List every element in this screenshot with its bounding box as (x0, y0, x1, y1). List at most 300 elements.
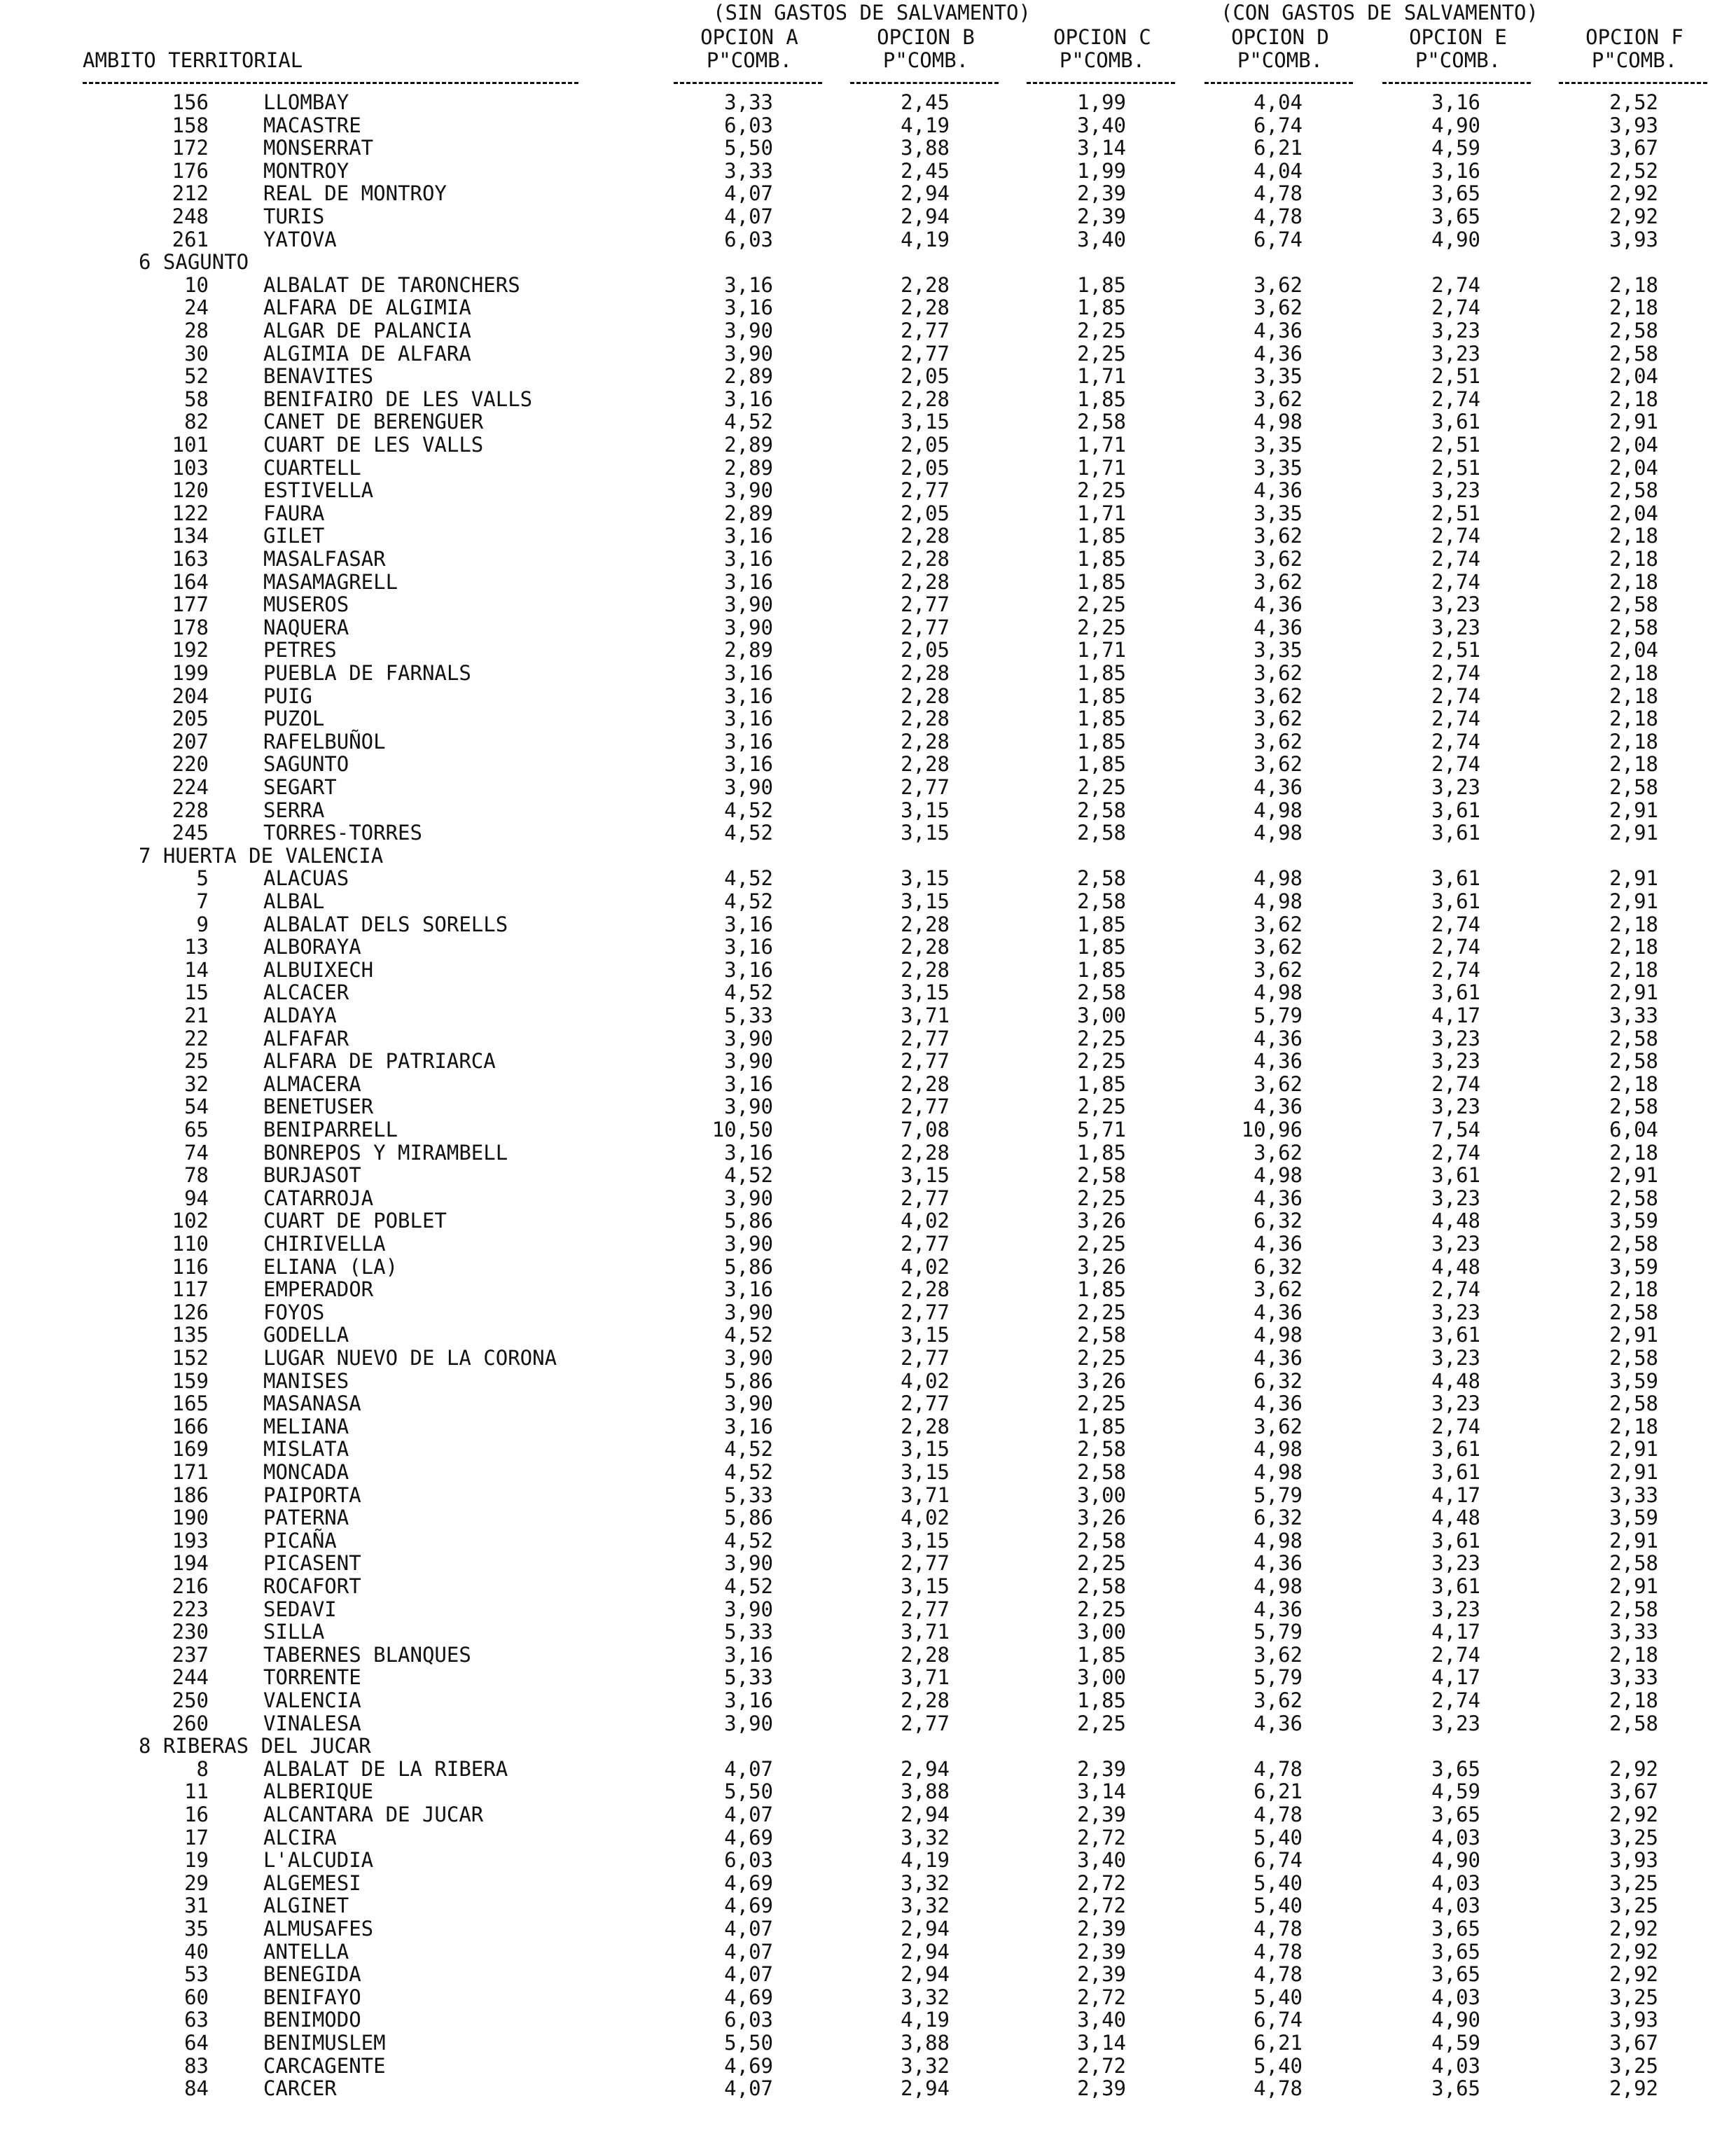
option-d-value: 3,62 (1254, 957, 1303, 982)
option-e-value: 4,90 (1431, 227, 1480, 251)
municipality-name: ALGAR DE PALANCIA (263, 319, 471, 342)
option-d-value: 3,62 (1254, 547, 1303, 571)
option-a-value: 3,16 (724, 272, 773, 297)
option-f-value: 3,59 (1609, 1506, 1658, 1530)
municipality-code: 82 (184, 410, 209, 434)
municipality-code: 5 (196, 866, 209, 891)
option-d-value: 4,78 (1254, 1803, 1303, 1826)
option-a-value: 2,89 (724, 364, 773, 389)
option-e-value: 2,74 (1431, 683, 1480, 708)
option-a-value: 6,03 (724, 227, 773, 251)
option-d-value: 4,36 (1254, 1300, 1303, 1324)
municipality-name: CATARROJA (263, 1186, 374, 1210)
option-a-value: 4,52 (724, 1460, 773, 1484)
option-a-value: 2,89 (724, 501, 773, 525)
municipality-code: 244 (172, 1665, 209, 1690)
option-d-value: 6,32 (1254, 1254, 1303, 1279)
option-b-value: 2,28 (901, 1140, 950, 1165)
option-b-value: 3,71 (901, 1665, 950, 1690)
municipality-name: MONCADA (263, 1460, 349, 1484)
option-b-value: 2,77 (901, 1049, 950, 1074)
municipality-name: VALENCIA (263, 1688, 361, 1712)
option-d-value: 4,36 (1254, 592, 1303, 617)
option-c-value: 2,72 (1077, 1870, 1126, 1895)
municipality-name: ALFARA DE ALGIMIA (263, 296, 471, 320)
municipality-code: 261 (172, 227, 209, 251)
option-c-value: 2,25 (1077, 478, 1126, 503)
option-d-value: 3,62 (1254, 1071, 1303, 1096)
option-b-value: 2,05 (901, 638, 950, 662)
option-e-value: 4,03 (1431, 1985, 1480, 2009)
municipality-name: ALMACERA (263, 1071, 361, 1096)
option-b-value: 2,94 (901, 1803, 950, 1826)
option-a-value: 4,07 (724, 204, 773, 228)
option-c-value: 1,85 (1077, 1688, 1126, 1712)
option-a-value: 3,16 (724, 387, 773, 411)
option-c-value: 2,39 (1077, 204, 1126, 228)
option-b-value: 3,88 (901, 2031, 950, 2055)
option-e-value: 3,16 (1431, 158, 1480, 183)
municipality-code: 159 (172, 1368, 209, 1393)
municipality-code: 19 (184, 1848, 209, 1873)
municipality-code: 164 (172, 569, 209, 594)
option-d-value: 4,36 (1254, 1711, 1303, 1735)
option-f-value: 2,18 (1609, 1140, 1658, 1165)
option-e-value: 2,74 (1431, 912, 1480, 936)
municipality-code: 40 (184, 1939, 209, 1964)
option-f-value: 2,58 (1609, 1095, 1658, 1119)
option-f-value: 2,92 (1609, 1917, 1658, 1941)
option-a-value: 3,16 (724, 1688, 773, 1712)
municipality-code: 193 (172, 1528, 209, 1553)
option-e-value: 3,61 (1431, 798, 1480, 822)
option-a-value: 3,90 (724, 1597, 773, 1621)
option-b-value: 2,28 (901, 752, 950, 777)
option-a-value: 3,90 (724, 1551, 773, 1576)
municipality-name: CANET DE BERENGUER (263, 410, 484, 434)
municipality-code: 176 (172, 158, 209, 183)
municipality-name: ALACUAS (263, 866, 349, 891)
option-c-value: 1,85 (1077, 1071, 1126, 1096)
option-d-value: 3,62 (1254, 387, 1303, 411)
option-d-value: 4,78 (1254, 2076, 1303, 2101)
option-d-value: 4,36 (1254, 1551, 1303, 1576)
municipality-name: BONREPOS Y MIRAMBELL (263, 1140, 508, 1165)
option-a-value: 3,16 (724, 957, 773, 982)
option-f-value: 2,92 (1609, 181, 1658, 206)
header-divider-e (1382, 82, 1531, 84)
municipality-code: 178 (172, 615, 209, 639)
option-b-value: 3,32 (901, 2053, 950, 2078)
option-b-value: 3,15 (901, 1574, 950, 1598)
municipality-code: 15 (184, 980, 209, 1005)
municipality-name: MASALFASAR (263, 547, 386, 571)
option-e-value: 3,65 (1431, 1939, 1480, 1964)
option-c-value: 1,85 (1077, 707, 1126, 731)
option-d-value: 4,36 (1254, 615, 1303, 639)
option-e-value: 2,51 (1431, 364, 1480, 389)
option-e-value: 2,51 (1431, 638, 1480, 662)
option-f-value: 3,59 (1609, 1254, 1658, 1279)
option-d-value: 3,35 (1254, 501, 1303, 525)
option-a-value: 5,50 (724, 2031, 773, 2055)
option-b-value: 4,19 (901, 113, 950, 137)
option-f-value: 2,91 (1609, 889, 1658, 913)
option-f-value: 2,04 (1609, 364, 1658, 389)
option-e-value: 7,54 (1431, 1118, 1480, 1141)
option-c-value: 1,71 (1077, 364, 1126, 389)
option-b-value: 3,88 (901, 1779, 950, 1804)
group-header-con-gastos: (CON GASTOS DE SALVAMENTO) (1221, 1, 1539, 25)
option-c-value: 2,39 (1077, 1917, 1126, 1941)
option-d-value: 4,36 (1254, 1597, 1303, 1621)
option-e-value: 3,61 (1431, 889, 1480, 913)
municipality-name: MACASTRE (263, 113, 361, 137)
option-f-value: 2,91 (1609, 798, 1658, 822)
municipality-name: CARCER (263, 2076, 337, 2101)
option-e-value: 3,23 (1431, 1049, 1480, 1074)
option-c-value: 3,40 (1077, 227, 1126, 251)
option-b-value: 2,28 (901, 707, 950, 731)
option-d-value: 4,36 (1254, 1049, 1303, 1074)
option-d-value: 3,62 (1254, 661, 1303, 685)
option-d-value: 4,36 (1254, 1232, 1303, 1256)
option-d-value: 4,98 (1254, 410, 1303, 434)
municipality-name: PICASENT (263, 1551, 361, 1576)
option-b-value: 2,94 (901, 1756, 950, 1781)
option-e-value: 3,23 (1431, 615, 1480, 639)
option-a-value: 3,16 (724, 935, 773, 959)
option-f-value: 2,52 (1609, 158, 1658, 183)
option-e-value: 4,48 (1431, 1254, 1480, 1279)
option-a-value: 3,90 (724, 1026, 773, 1050)
option-e-value: 4,48 (1431, 1368, 1480, 1393)
option-f-value: 2,18 (1609, 1277, 1658, 1302)
option-b-value: 3,32 (901, 1870, 950, 1895)
option-d-value: 6,74 (1254, 1848, 1303, 1873)
option-c-value: 2,58 (1077, 866, 1126, 891)
option-d-value: 3,62 (1254, 296, 1303, 320)
option-d-value: 4,78 (1254, 1756, 1303, 1781)
header-option-d: OPCION D (1231, 25, 1329, 49)
municipality-code: 110 (172, 1232, 209, 1256)
option-d-value: 5,40 (1254, 1870, 1303, 1895)
municipality-name: FOYOS (263, 1300, 325, 1324)
option-f-value: 3,59 (1609, 1209, 1658, 1233)
municipality-name: MANISES (263, 1368, 349, 1393)
option-d-value: 4,78 (1254, 204, 1303, 228)
option-e-value: 2,74 (1431, 661, 1480, 685)
option-f-value: 2,58 (1609, 1711, 1658, 1735)
option-a-value: 4,69 (724, 1825, 773, 1849)
header-divider-a (674, 82, 822, 84)
option-d-value: 3,62 (1254, 752, 1303, 777)
option-d-value: 3,62 (1254, 524, 1303, 548)
option-e-value: 3,23 (1431, 1711, 1480, 1735)
option-b-value: 2,77 (901, 1346, 950, 1370)
option-d-value: 3,62 (1254, 935, 1303, 959)
option-e-value: 3,61 (1431, 821, 1480, 845)
option-b-value: 2,28 (901, 1414, 950, 1438)
option-a-value: 3,16 (724, 524, 773, 548)
option-a-value: 3,16 (724, 1414, 773, 1438)
option-f-value: 2,18 (1609, 752, 1658, 777)
header-option-b: OPCION B (877, 25, 975, 49)
option-c-value: 2,39 (1077, 2076, 1126, 2101)
municipality-code: 166 (172, 1414, 209, 1438)
option-b-value: 2,94 (901, 1962, 950, 1987)
option-c-value: 3,14 (1077, 1779, 1126, 1804)
option-c-value: 2,58 (1077, 1528, 1126, 1553)
option-f-value: 2,18 (1609, 569, 1658, 594)
municipality-code: 78 (184, 1163, 209, 1188)
municipality-code: 169 (172, 1437, 209, 1462)
option-d-value: 4,78 (1254, 1962, 1303, 1987)
municipality-name: PUEBLA DE FARNALS (263, 661, 471, 685)
option-f-value: 2,58 (1609, 1391, 1658, 1416)
option-e-value: 3,23 (1431, 341, 1480, 366)
option-f-value: 2,58 (1609, 1300, 1658, 1324)
option-f-value: 2,18 (1609, 272, 1658, 297)
option-c-value: 2,25 (1077, 1300, 1126, 1324)
municipality-code: 260 (172, 1711, 209, 1735)
municipality-name: CHIRIVELLA (263, 1232, 386, 1256)
option-b-value: 4,19 (901, 1848, 950, 1873)
option-c-value: 2,25 (1077, 341, 1126, 366)
option-b-value: 3,15 (901, 889, 950, 913)
option-c-value: 2,25 (1077, 1026, 1126, 1050)
municipality-name: ALCIRA (263, 1825, 337, 1849)
option-c-value: 1,85 (1077, 1277, 1126, 1302)
municipality-code: 60 (184, 1985, 209, 2009)
option-c-value: 2,25 (1077, 1346, 1126, 1370)
option-f-value: 2,58 (1609, 1186, 1658, 1210)
option-e-value: 4,48 (1431, 1506, 1480, 1530)
option-b-value: 2,28 (901, 272, 950, 297)
municipality-code: 199 (172, 661, 209, 685)
municipality-code: 177 (172, 592, 209, 617)
option-f-value: 2,52 (1609, 90, 1658, 114)
option-b-value: 4,19 (901, 2008, 950, 2032)
municipality-name: GODELLA (263, 1323, 349, 1347)
municipality-name: GILET (263, 524, 325, 548)
option-a-value: 5,33 (724, 1483, 773, 1507)
option-b-value: 2,77 (901, 1597, 950, 1621)
option-d-value: 4,98 (1254, 1437, 1303, 1462)
municipality-name: ALCACER (263, 980, 349, 1005)
municipality-name: BENIPARRELL (263, 1118, 398, 1141)
municipality-code: 192 (172, 638, 209, 662)
option-a-value: 4,52 (724, 866, 773, 891)
option-f-value: 2,18 (1609, 661, 1658, 685)
municipality-name: ALGEMESI (263, 1870, 361, 1895)
option-b-value: 2,94 (901, 181, 950, 206)
option-e-value: 4,90 (1431, 1848, 1480, 1873)
municipality-code: 74 (184, 1140, 209, 1165)
option-b-value: 3,15 (901, 1437, 950, 1462)
header-option-d-unit: P"COMB. (1237, 48, 1324, 72)
option-a-value: 6,03 (724, 2008, 773, 2032)
option-f-value: 2,91 (1609, 410, 1658, 434)
option-a-value: 3,16 (724, 912, 773, 936)
option-f-value: 2,18 (1609, 912, 1658, 936)
option-e-value: 2,74 (1431, 524, 1480, 548)
option-e-value: 2,51 (1431, 433, 1480, 457)
option-f-value: 3,59 (1609, 1368, 1658, 1393)
option-a-value: 3,16 (724, 547, 773, 571)
option-b-value: 2,28 (901, 683, 950, 708)
option-b-value: 3,88 (901, 136, 950, 160)
municipality-name: TABERNES BLANQUES (263, 1642, 471, 1667)
option-c-value: 1,85 (1077, 387, 1126, 411)
municipality-code: 122 (172, 501, 209, 525)
option-d-value: 4,36 (1254, 1346, 1303, 1370)
option-a-value: 3,33 (724, 90, 773, 114)
option-f-value: 2,18 (1609, 683, 1658, 708)
option-c-value: 3,26 (1077, 1209, 1126, 1233)
option-a-value: 3,33 (724, 158, 773, 183)
municipality-code: 171 (172, 1460, 209, 1484)
option-d-value: 4,98 (1254, 1163, 1303, 1188)
option-a-value: 4,07 (724, 1917, 773, 1941)
option-f-value: 2,04 (1609, 638, 1658, 662)
header-divider-b (850, 82, 999, 84)
option-a-value: 5,86 (724, 1368, 773, 1393)
option-f-value: 3,93 (1609, 113, 1658, 137)
option-c-value: 1,85 (1077, 957, 1126, 982)
option-f-value: 2,91 (1609, 1163, 1658, 1188)
municipality-code: 190 (172, 1506, 209, 1530)
option-d-value: 3,62 (1254, 1277, 1303, 1302)
option-a-value: 3,16 (724, 729, 773, 754)
option-e-value: 3,23 (1431, 1095, 1480, 1119)
option-d-value: 4,04 (1254, 90, 1303, 114)
municipality-name: MUSEROS (263, 592, 349, 617)
municipality-code: 11 (184, 1779, 209, 1804)
option-c-value: 2,25 (1077, 319, 1126, 342)
option-e-value: 3,61 (1431, 1163, 1480, 1188)
municipality-name: CUART DE LES VALLS (263, 433, 484, 457)
option-b-value: 2,28 (901, 1642, 950, 1667)
option-b-value: 3,15 (901, 1460, 950, 1484)
option-a-value: 4,69 (724, 1894, 773, 1918)
option-f-value: 2,58 (1609, 478, 1658, 503)
option-c-value: 1,71 (1077, 638, 1126, 662)
option-e-value: 3,23 (1431, 1391, 1480, 1416)
option-b-value: 2,77 (901, 1186, 950, 1210)
option-f-value: 2,18 (1609, 957, 1658, 982)
option-d-value: 3,62 (1254, 272, 1303, 297)
option-d-value: 4,36 (1254, 1186, 1303, 1210)
municipality-code: 172 (172, 136, 209, 160)
option-d-value: 3,62 (1254, 1642, 1303, 1667)
municipality-name: BURJASOT (263, 1163, 361, 1188)
option-c-value: 1,85 (1077, 1642, 1126, 1667)
option-b-value: 2,28 (901, 1071, 950, 1096)
option-e-value: 3,61 (1431, 410, 1480, 434)
option-c-value: 2,72 (1077, 1825, 1126, 1849)
option-f-value: 3,25 (1609, 1985, 1658, 2009)
municipality-code: 10 (184, 272, 209, 297)
municipality-name: EMPERADOR (263, 1277, 374, 1302)
municipality-name: TORRENTE (263, 1665, 361, 1690)
option-e-value: 3,65 (1431, 204, 1480, 228)
municipality-name: ESTIVELLA (263, 478, 374, 503)
option-a-value: 4,52 (724, 1528, 773, 1553)
municipality-name: FAURA (263, 501, 325, 525)
municipality-code: 64 (184, 2031, 209, 2055)
option-b-value: 4,19 (901, 227, 950, 251)
option-f-value: 2,58 (1609, 1026, 1658, 1050)
option-a-value: 4,69 (724, 2053, 773, 2078)
municipality-code: 103 (172, 455, 209, 480)
municipality-name: MASANASA (263, 1391, 361, 1416)
option-a-value: 5,50 (724, 136, 773, 160)
option-d-value: 4,98 (1254, 1460, 1303, 1484)
municipality-name: CUART DE POBLET (263, 1209, 447, 1233)
municipality-name: BENAVITES (263, 364, 374, 389)
option-b-value: 2,77 (901, 1391, 950, 1416)
municipality-code: 16 (184, 1803, 209, 1826)
option-d-value: 6,74 (1254, 2008, 1303, 2032)
option-d-value: 4,78 (1254, 1939, 1303, 1964)
option-d-value: 4,36 (1254, 775, 1303, 799)
municipality-name: PUIG (263, 683, 312, 708)
option-f-value: 2,91 (1609, 821, 1658, 845)
option-c-value: 3,40 (1077, 2008, 1126, 2032)
option-c-value: 2,58 (1077, 1574, 1126, 1598)
municipality-code: 156 (172, 90, 209, 114)
option-b-value: 2,77 (901, 1551, 950, 1576)
option-c-value: 1,85 (1077, 1140, 1126, 1165)
option-b-value: 2,05 (901, 501, 950, 525)
option-d-value: 6,32 (1254, 1368, 1303, 1393)
option-d-value: 4,98 (1254, 889, 1303, 913)
option-c-value: 1,85 (1077, 661, 1126, 685)
municipality-code: 22 (184, 1026, 209, 1050)
municipality-name: ALFAFAR (263, 1026, 349, 1050)
municipality-name: PETRES (263, 638, 337, 662)
option-c-value: 2,25 (1077, 615, 1126, 639)
municipality-code: 14 (184, 957, 209, 982)
option-e-value: 4,03 (1431, 1825, 1480, 1849)
option-f-value: 2,91 (1609, 980, 1658, 1005)
option-b-value: 2,05 (901, 455, 950, 480)
option-a-value: 4,52 (724, 889, 773, 913)
option-c-value: 2,58 (1077, 410, 1126, 434)
section-heading: 8 RIBERAS DEL JUCAR (139, 1734, 371, 1758)
option-f-value: 3,33 (1609, 1004, 1658, 1027)
header-option-c: OPCION C (1053, 25, 1151, 49)
option-c-value: 2,58 (1077, 1323, 1126, 1347)
option-d-value: 3,35 (1254, 638, 1303, 662)
option-d-value: 5,40 (1254, 2053, 1303, 2078)
option-b-value: 3,71 (901, 1483, 950, 1507)
option-e-value: 3,16 (1431, 90, 1480, 114)
option-b-value: 2,77 (901, 592, 950, 617)
municipality-code: 28 (184, 319, 209, 342)
municipality-code: 248 (172, 204, 209, 228)
municipality-code: 117 (172, 1277, 209, 1302)
option-b-value: 2,45 (901, 158, 950, 183)
option-d-value: 4,98 (1254, 1528, 1303, 1553)
municipality-name: SEDAVI (263, 1597, 337, 1621)
option-f-value: 3,33 (1609, 1483, 1658, 1507)
municipality-name: MISLATA (263, 1437, 349, 1462)
option-e-value: 3,23 (1431, 1300, 1480, 1324)
option-e-value: 4,90 (1431, 2008, 1480, 2032)
option-a-value: 3,90 (724, 1232, 773, 1256)
